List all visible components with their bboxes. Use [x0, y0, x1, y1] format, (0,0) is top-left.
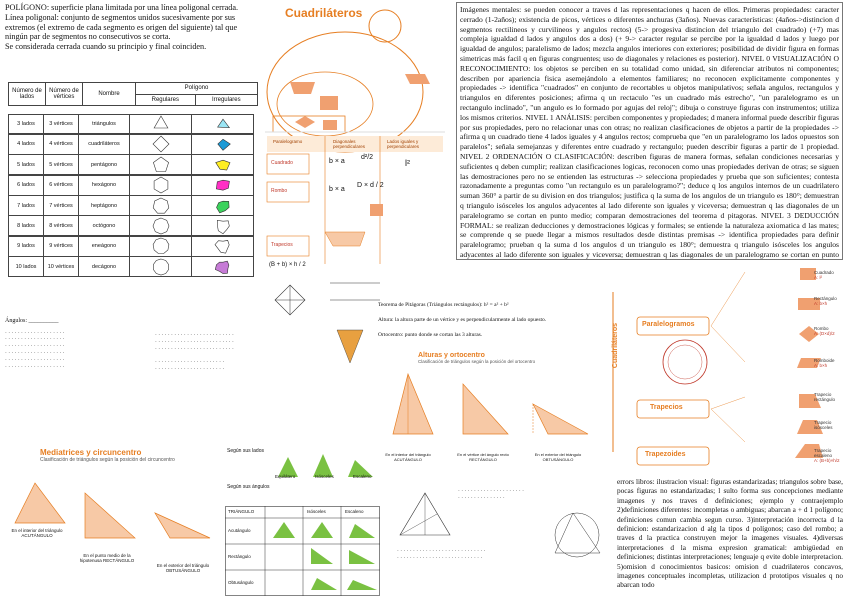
mediatrices-title: Mediatrices y circuncentro: [40, 448, 142, 457]
med-a: En el interior del triángulo ACUTÁNGULO: [11, 528, 63, 538]
polygon-row: [8, 175, 254, 195]
pitagoras-block: [378, 302, 593, 339]
regular-polygon-icon: [148, 258, 174, 276]
cuad-title: Cuadriláteros: [285, 6, 363, 20]
row-vertices: 6 vértices: [43, 175, 79, 196]
row-lados: 9 lados: [8, 236, 44, 257]
classif-tree: [595, 262, 845, 472]
polygon-row: [8, 196, 254, 216]
row-nombre: eneágono: [78, 236, 130, 257]
med-b: En el punto medio de la hipotenusa RECTÁNGULO: [79, 553, 135, 563]
ortocentro-line: Ortocentro: punto donde se cortan las 3 alturas.: [378, 332, 483, 338]
mediatrices-panel: [5, 448, 220, 596]
classif-formula-3: A: b×h: [814, 363, 828, 368]
regular-polygon-icon: [148, 217, 174, 235]
regular-polygon-icon: [148, 237, 174, 255]
isosceles: Isósceles: [315, 474, 334, 479]
row-vertices: 3 vértices: [43, 114, 79, 135]
classif-trapezoides: Trapezoides: [645, 451, 686, 458]
seg-lados: Según sus lados: [227, 448, 264, 454]
polygon-table: [8, 82, 258, 106]
th-vertices: Número de vértices: [46, 83, 83, 106]
classif-root: Cuadriláteros: [612, 322, 620, 369]
cuad-row-1: Cuadrado: [271, 160, 293, 166]
formula-4: b × a: [329, 186, 345, 193]
altura-line: Altura: la altura parte de un vértice y es perpendicularmente al lado opuesto.: [378, 317, 547, 323]
tri-class-panel: [225, 448, 380, 596]
row-vertices: 9 vértices: [43, 236, 79, 257]
formula-5: D × d / 2: [357, 182, 384, 189]
irregular-polygon-icon: [210, 176, 236, 194]
row-lados: 6 lados: [8, 175, 44, 196]
regular-polygon-icon: [148, 197, 174, 215]
classif-item-3: Romboide A: b×h: [814, 358, 844, 368]
polygon-row: [8, 236, 254, 256]
row-nombre: heptágono: [78, 195, 130, 216]
row-vertices: 4 vértices: [43, 134, 79, 155]
classif-item-4: Trapecio rectángulo: [814, 392, 836, 402]
regular-polygon-icon: [148, 176, 174, 194]
th-lados: Número de lados: [9, 83, 46, 106]
cuad-row-3: Trapecios: [271, 242, 293, 248]
mediatrices-sub: Clasificación de triángulos según la posición del circuncentro: [40, 457, 175, 463]
regular-polygon-icon: [148, 115, 174, 133]
alt-acutangulo: En el interior del triángulo ACUTÁNGULO: [385, 452, 431, 462]
irregular-polygon-icon: [210, 258, 236, 276]
tri-row-0: Acutángulo: [228, 528, 251, 533]
triangle-sketch: [335, 325, 365, 365]
alturas-sub: Clasificación de triángulos según la posición del ortocentro: [418, 359, 536, 364]
th-nombre: Nombre: [83, 83, 136, 106]
irregular-polygon-icon: [210, 115, 236, 133]
alturas-panel: [378, 352, 593, 470]
cuad-row-2: Rombo: [271, 188, 288, 194]
row-nombre: hexágono: [78, 175, 130, 196]
classif-item-0: Cuadrado A: l²: [814, 270, 844, 280]
notes-left: Ángulos: __________ · · · · · · · · · · · · · · · · · · · · · · · · · · · · · · · · · · · · · · · · · · · · · · · · · · · · · · · · · · · · · · · · · · · · · · · · · · · · · · · · · · · · · · · · · · · · · · · · · · · · · · · · · · · · · · · · · ·: [5, 318, 65, 370]
row-lados: 7 lados: [8, 195, 44, 216]
classif-panel: [595, 262, 845, 472]
formula-2: d²/2: [361, 154, 374, 161]
th-poligono: Polígono: [136, 83, 258, 95]
intro-line-3: Se considerada cerrada cuando su principio y final coinciden.: [5, 42, 207, 52]
formula-1: b × a: [329, 158, 345, 165]
formula-6: (B + b) × h / 2: [269, 262, 306, 268]
tri-col-1: Isósceles: [307, 509, 326, 514]
classif-formula-2: A: (D×d)/2: [814, 331, 835, 336]
pitagoras-line: Teorema de Pitágoras (Triángulos rectángulos): h² = a² + b²: [378, 302, 509, 308]
irregular-polygon-icon: [210, 135, 236, 153]
bisectriz-notes: · · · · · · · · · · · · · · · · · · · · · · · · · · · · · · · · · · · · · · · · · · · · · · · · · · · · · · ·: [397, 548, 486, 561]
regular-polygon-icon: [148, 135, 174, 153]
classif-formula-1: A: b×h: [814, 301, 828, 306]
row-nombre: decágono: [78, 256, 130, 277]
classif-item-1: Rectángulo A: b×h: [814, 296, 844, 306]
tri-row-1: Rectángulo: [228, 554, 251, 559]
cuad-col-1: Paralelogramo: [273, 139, 303, 144]
polygon-row: [8, 134, 254, 154]
small-triangle-figure: [395, 485, 455, 545]
row-nombre: pentágono: [78, 154, 130, 175]
polygon-rows: [8, 114, 254, 277]
mediana-notes: · · · · · · · · · · · · · · · · · · · · · · · · · · · · · · · · · · · ·: [458, 488, 524, 501]
th-irregulares: Irregulares: [195, 94, 257, 106]
escaleno: Escaleno: [353, 474, 372, 479]
alt-obtusangulo: En el exterior del triángulo OBTUSÁNGULO: [534, 452, 582, 462]
row-nombre: triángulos: [78, 114, 130, 135]
row-lados: 8 lados: [8, 215, 44, 236]
row-nombre: octógono: [78, 215, 130, 236]
row-vertices: 7 vértices: [43, 195, 79, 216]
row-lados: 3 lados: [8, 114, 44, 135]
row-lados: 4 lados: [8, 134, 44, 155]
row-nombre: cuadriláteros: [78, 134, 130, 155]
alturas-figures: [378, 364, 593, 444]
polygon-row: [8, 257, 254, 277]
classif-formula-6: A: (B+b)×h/2: [814, 458, 840, 463]
alturas-title: Alturas y ortocentro: [418, 352, 485, 359]
alt-rectangulo: En el vértice del ángulo recto RECTÁNGULO: [457, 452, 509, 462]
row-vertices: 8 vértices: [43, 215, 79, 236]
regular-polygon-icon: [148, 156, 174, 174]
notes-mid: · · · · · · · · · · · · · · · · · · · · · · · · · · · · · · · · · · · · · · · · · · · · · · · · · · · · · · · · · · · · · · · · · · · · · · · · · · · · · · · · · · · · · · · · · · · · · · · · · · · · · · · · · · · · · · · · · · · · · · ·: [155, 332, 234, 372]
tri-row-2: Obtusángulo: [228, 580, 254, 585]
cuad-col-2: Diagonales perpendiculares: [333, 139, 366, 149]
polygon-row: [8, 114, 254, 134]
equilatero: Equilátero: [275, 474, 296, 479]
row-vertices: 5 vértices: [43, 154, 79, 175]
row-lados: 10 lados: [8, 256, 44, 277]
irregular-polygon-icon: [210, 237, 236, 255]
mediatrices-figures: [5, 463, 220, 563]
intro-line-1: POLÍGONO: superficie plana limitada por una línea poligonal cerrada.: [5, 3, 239, 12]
polygon-row: [8, 155, 254, 175]
th-regulares: Regulares: [136, 94, 196, 106]
classif-item-6: Trapecio escaleno A: (B+b)×h/2: [814, 448, 844, 463]
irregular-polygon-icon: [210, 197, 236, 215]
irregular-polygon-icon: [210, 217, 236, 235]
intro-line-2: Línea poligonal: conjunto de segmentos unidos sucesivamente por sus extremos (el extremo de cada segmento es origen del siguiente) tal que ningún par de segmentos no consecutivos se corta.: [5, 12, 238, 42]
row-vertices: 10 vértices: [43, 256, 79, 277]
cuadrilateros-panel: [265, 4, 445, 319]
polygon-row: [8, 216, 254, 236]
classif-trapecios: Trapecios: [650, 404, 683, 411]
classif-formula-0: A: l²: [814, 275, 823, 280]
med-c: En el exterior del triángulo OBTUSÁNGULO: [156, 563, 210, 573]
cuad-col-3: Lados iguales y perpendiculares: [387, 139, 420, 149]
errors-text: errors libros: ilustracion visual: figuras estandarizadas; triangulos sobre base, pocas figuras no estandarizadas; l sulto forma sus concepciones mediante imagenes y nos traves d definiciones; ejemplo y contraejemplo 2)definiciones diferentes: incompletas o ambiguas; abarcan a + d 1 polígono; definiciones comun cambia segun curso. 3)interpretación incorrecta d la definicion: estandarizacion d alg la tipos d polígonos; caso del rombo; a traves d la practica construyen mejor la imagenes visuales. 4)diversas interpretaciones d la misma expresion gramatical: ambigüedad en definiciones; distintas interpretaciones; lenguaje q evite doble interpretacion. 5)omision d conocimientos basicos: omision d cuadrilateros concavos, imagenes conceptuales incompletas, utilizacion d prototipos visuales q no abarcan todo: [617, 477, 843, 590]
classif-paralelogramos: Paralelogramos: [642, 321, 695, 328]
intro-block: [5, 3, 245, 52]
seg-angulos: Según sus ángulos: [227, 484, 270, 490]
tri-col-0: TRIÁNGULO: [228, 509, 255, 514]
van-hiele-text: Imágenes mentales: se pueden conocer a traves d las representaciones q hacen de ellos. Primeras propiedades: caracter cerrado (1-2años); existencia de picos, vértices o diferentes anchuras (3años). Nuevas características: (4años->distincion d segmentos rectilineos y curvilineos y angulos rectos) (5-> progesiva distincion del triangulo del cuadrado) (+7) mas compleja igualdad d lados y angulos dos a dos) (+ 9-> caracter regular se percibe por la igualdad d lados y luego por igualdad de angulos; paralelismo de lados; mezcla angulos interiores con exteriores; posibilidad de dividir figura en formas simetricas más facil q en figuras congruentes; uso de diagonales y relaciones es posterior). NIVEL 0 VISUALIZACIÓN O RECONOCIMIENTO: los objetos se perciben en su totalidad como unidad, sin diferenciar atributos ni componentes; describen por apariencia fisica asemejándolo a elementos familiares; no reconocen explicitamente componentes y propiedades -> identifica "cuadrados" en conjunto de recortables u objetos manipulativos; señala angulos, rectangulos y triangulos en diferentes posiciones; afirma q un rectaculo "es un cuadrado más estrecho", "un paralelogramo es un rectangulo inclinado", "un angulo es lo formado por agujas del reloj"; dibuja o construye figuras con instrumentos; utiliza los mismos criterios. NIVEL 1 ANÁLISIS: perciben componentes y propiedades; d manera informal puede describir figuras por sus propiedades, pero no relacionar unas con otras; no realizan clasificaciones de objetos a partir de la propiedades -> afirma q un cuadrado tiene 4 lados iguales y 4 angulos rectos; comprueba que "en un paralelogramo los lados opuestos son paralelos"; señala semejanzas y diferentes entre cuadrado y rectangulo; pueden describir figuras a partir de 1 propiedad. NIVEL 2 ORDENACIÓN O CLASIFICACIÓN: describen figuras de manera formas, señalan condiciones necesarias y suficientes q deben cumplir; realizan clasificaciones logicas, reconocen como unas propiedades derivan de otras; se siguen las demostraciones pero no se entienden las estructuras -> selecciona propiedades y prueba que son suficientes; contesta razonadamente a preguntas como "un rectangulo es un paralelogramo?"; deduce q los angulos internos de un cuadrilatero suman 360° a partir de su division en dos triangulos; justifica q la suma de los angulos de un triangulo es 180°; demuestran q triangulo isósceles los angulos adyacentes al lado diferente son iguales y viceversa; demuestran q las diagonales de un paralelogramo se cortan en punto medio; comparan demostraciones del teorema d pitagoras. NIVEL 3 DEDUCCIÓN FORMAL: se realizan deducciones y demostraciones lógicas y formales; se entiende la naturaleza axiomatica d las mates; se comprende q se puede llegar a mismos resultados desde distintas premisas -> identifica propiedades para definir paralelogramo; prueban q la suma d los angulos d un triangulo es 180°; demuestra q triangulo isósceles los angulos adyacentes al lado diferente son iguales y viceversa; demuestran q las diagonales de un paralelogramo se cortan en punto: [456, 2, 843, 260]
irregular-polygon-icon: [210, 156, 236, 174]
formula-3: l²: [405, 158, 410, 168]
circle-triangle-figure: [545, 505, 610, 560]
classif-item-2: Rombo A: (D×d)/2: [814, 326, 844, 336]
classif-item-5: Trapecio isósceles: [814, 420, 833, 430]
tri-col-2: Escaleno: [345, 509, 364, 514]
row-lados: 5 lados: [8, 154, 44, 175]
